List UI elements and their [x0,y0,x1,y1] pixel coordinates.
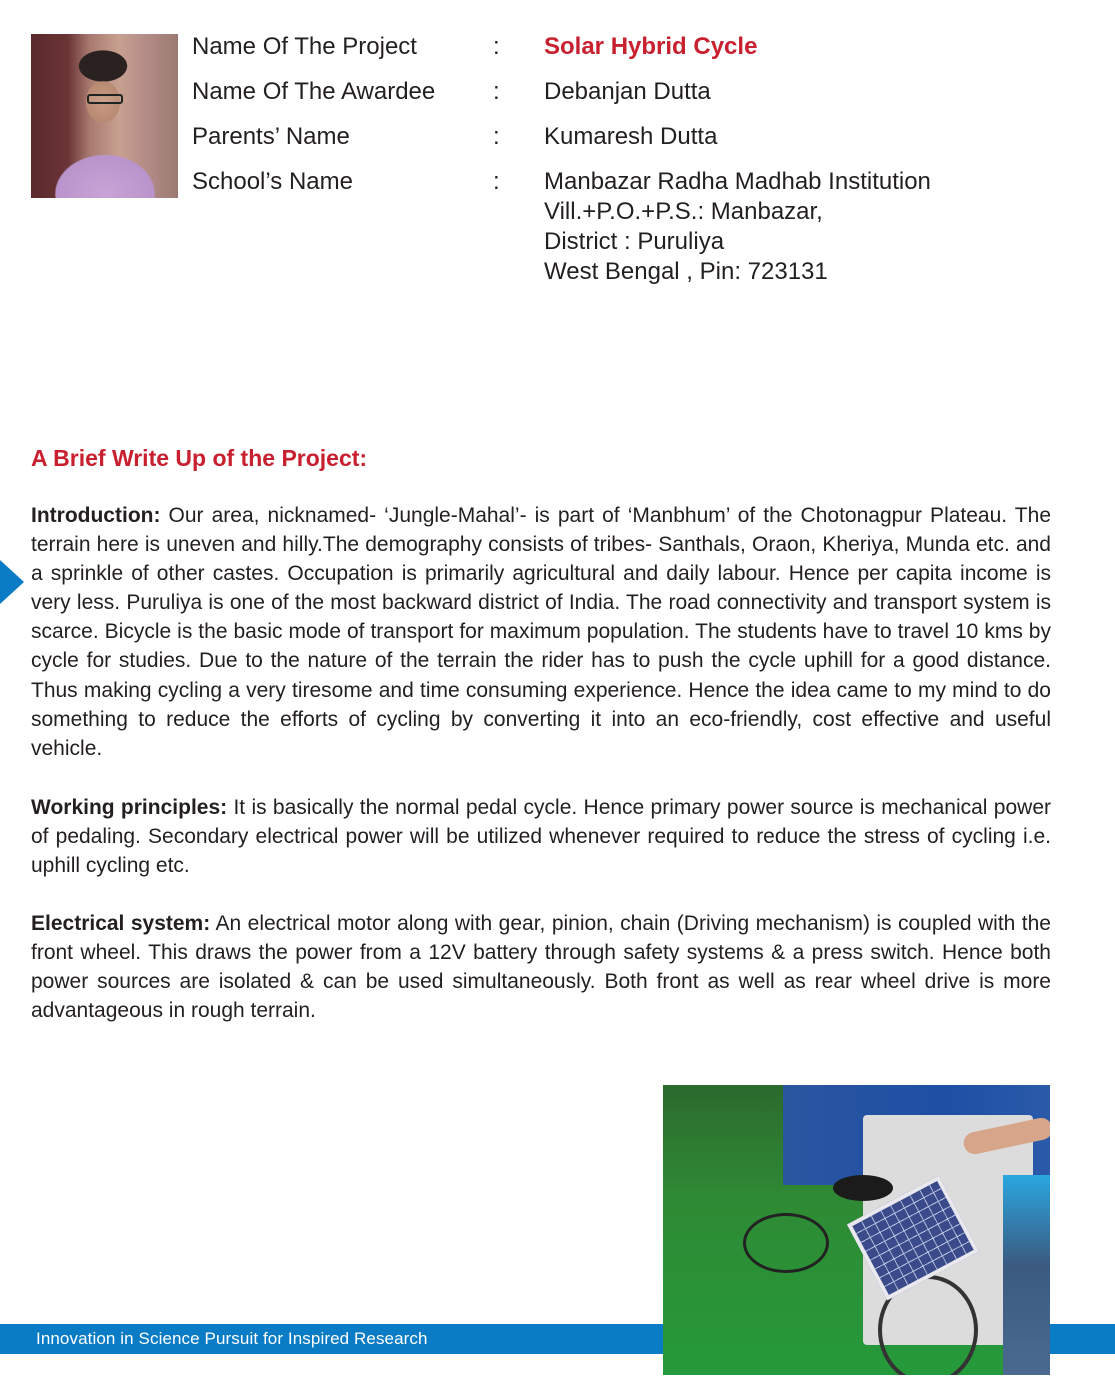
introduction-title: Introduction: [31,504,161,527]
info-colon: : [493,78,500,105]
electrical-system-text: An electrical motor along with gear, pinion, chain (Driving mechanism) is coupled with the front wheel. This draws the power from a 12V battery through safety systems & a press switch. Hence both power sources are isolated & can be used simultaneously. Both front as well as rear wheel drive is more advantageous in rough terrain. [31,912,1051,1023]
glasses-detail [87,94,123,104]
blue-arrow-marker-icon [0,560,24,604]
working-principles-text: It is basically the normal pedal cycle. Hence primary power source is mechanical power of pedaling. Secondary electrical power will be utilized whenever required to reduce the stress of cycling i.e. uphill cycling etc. [31,796,1051,878]
paragraph-introduction [31,501,1051,763]
info-label: Name Of The Project [192,33,417,60]
info-colon: : [493,33,500,60]
introduction-text: Our area, nicknamed- ‘Jungle-Mahal’- is part of ‘Manbhum’ of the Chotonagpur Plateau. The terrain here is uneven and hilly.The demography consists of tribes- Santhals, Oraon, Kheriya, Munda etc. and a sprinkle of other castes. Occupation is primarily agricultural and daily labour. Hence per capita income is very less. Puruliya is one of the most backward district of India. The road connectivity and transport system is scarce. Bicycle is the basic mode of transport for maximum population. The students have to travel 10 kms by cycle for studies. Due to the nature of the terrain the rider has to push the cycle uphill for a good distance. Thus making cycling a very tiresome and time consuming experience. Hence the idea came to my mind to do something to reduce the efforts of cycling by converting it into an eco-friendly, cost effective and useful vehicle. [31,504,1051,760]
photo-seat [833,1175,893,1201]
address-line-state-pin: West Bengal , Pin: 723131 [544,258,828,285]
paragraph-electrical-system [31,909,1051,1025]
address-line-village: Vill.+P.O.+P.S.: Manbazar, [544,198,823,225]
photo-wheel [743,1213,829,1273]
awardee-name-value: Debanjan Dutta [544,78,711,105]
footer-tagline: Innovation in Science Pursuit for Inspired Research [36,1329,428,1348]
paragraph-working-principles [31,793,1051,880]
info-colon: : [493,168,500,195]
info-label: Name Of The Awardee [192,78,436,105]
school-address-value [544,167,931,287]
info-label: Parents’ Name [192,123,350,150]
info-colon: : [493,123,500,150]
photo-person [1003,1175,1050,1375]
info-label: School’s Name [192,168,353,195]
working-principles-title: Working principles: [31,796,228,819]
writeup-heading: A Brief Write Up of the Project: [31,445,368,471]
project-name-value: Solar Hybrid Cycle [544,33,758,60]
parents-name-value: Kumaresh Dutta [544,123,718,150]
address-line-district: District : Puruliya [544,228,725,255]
project-photo [663,1085,1050,1375]
electrical-system-title: Electrical system: [31,912,211,935]
school-name-line: Manbazar Radha Madhab Institution [544,168,931,195]
awardee-portrait [31,34,178,198]
